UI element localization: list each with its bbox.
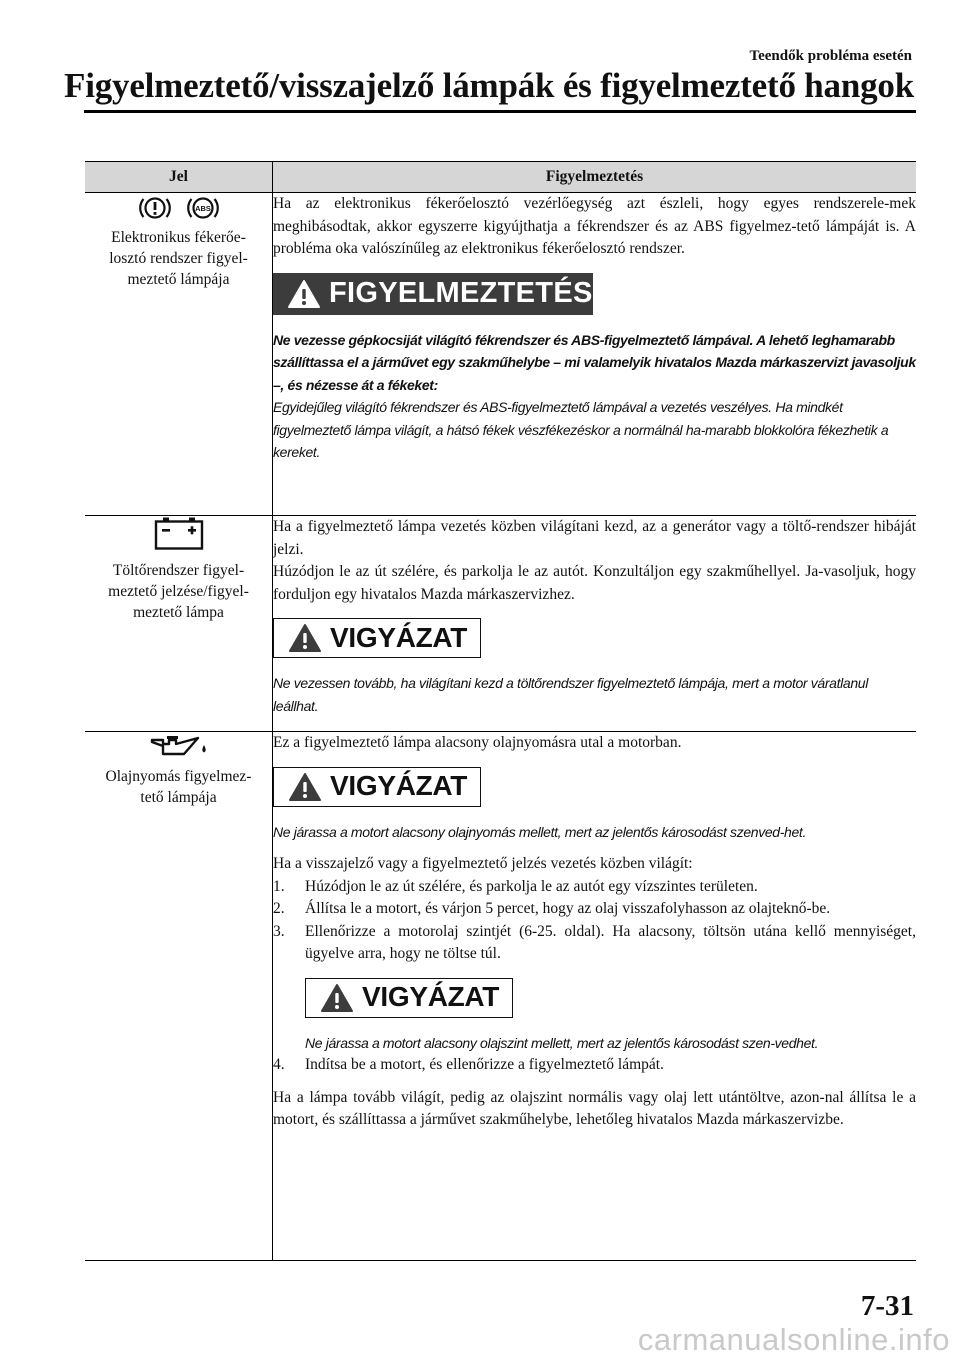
warning-triangle-icon [287, 279, 321, 309]
list-item: 2. Állítsa le a motort, és várjon 5 percet, hogy az olaj visszafolyhasson az olajteknő-be. [273, 900, 831, 917]
warning-lamp-table [85, 161, 916, 1261]
steps-lead: Ha a visszajelző vagy a figyelmeztető jelzés vezetés közben világít: [273, 855, 693, 872]
warning-cell [273, 516, 917, 732]
step-caution [273, 966, 916, 1055]
table-row [85, 516, 916, 732]
caution-banner [273, 618, 481, 658]
steps-list [273, 876, 916, 966]
warning-intro-2: Húzódjon le az út szélére, és parkolja le az autót. Konzultáljon egy szakműhellyel. Ja-vasoljuk, hogy forduljon egy hivatalos Mazda márkaszervizhez. [273, 563, 916, 603]
warning-triangle-icon [320, 983, 354, 1013]
list-item: 1. Húzódjon le az út szélére, és parkolja le az autót egy vízszintes területen. [273, 877, 758, 895]
brake-warning-icon [138, 193, 172, 223]
caution-notice: Ne járassa a motort alacsony olajszint mellett, mert az jelentős károsodást szen-vedhet. [305, 1034, 819, 1051]
warning-cell [273, 193, 917, 516]
warning-notice: Egyidejűleg világító fékrendszer és ABS-figyelmeztető lámpával a vezetés veszélyes. Ha mindkét figyelmeztető lámpa világít, a hátsó fékek vészfékezéskor a normálnál ha-marabb blokkolóra fékezhetik a kereket. [273, 399, 889, 460]
banner-text: VIGYÁZAT [330, 621, 468, 653]
caution-banner [305, 978, 513, 1018]
abs-icon-text: ABS [194, 204, 211, 213]
banner-text: FIGYELMEZTETÉS [329, 277, 593, 310]
page-title: Figyelmeztető/visszajelző lámpák és figyelmeztető hangok [64, 66, 914, 105]
warning-intro: Ha az elektronikus fékerőelosztó vezérlőegység azt észleli, hogy egyes rendszerele-mek meghibásodtak, akkor egyszerre kigyújthatja a fékrendszer és az ABS figyelmez-tető lámpáját is. A probléma oka valószínűleg az elektronikus fékerőelosztó rendszer. [273, 195, 916, 257]
closing-text: Ha a lámpa tovább világít, pedig az olajszint normális vagy olaj lett utántöltve, azon-nal állítsa le a motort, és szállíttassa a járművet szakműhelybe, lehetőleg hivatalos Mazda márkaszervizbe. [273, 1088, 916, 1128]
warning-intro: Ez a figyelmeztető lámpa alacsony olajnyomásra utal a motorban. [273, 734, 682, 751]
table-row [85, 193, 916, 516]
warning-intro: Ha a figyelmeztető lámpa vezetés közben világítani kezd, az a generátor vagy a töltő-rendszer hibáját jelzi. [273, 518, 916, 558]
symbol-cell [85, 732, 273, 1261]
banner-text: VIGYÁZAT [330, 770, 468, 802]
symbol-label: Töltőrendszer figyel- meztető jelzése/figyel- meztető lámpa [108, 562, 249, 621]
warning-cell [273, 732, 917, 1261]
title-rule [84, 110, 916, 113]
symbol-label: Olajnyomás figyelmez- tető lámpája [105, 768, 252, 806]
caution-banner [273, 767, 481, 807]
steps-list [273, 1054, 916, 1077]
abs-warning-icon [186, 193, 220, 223]
symbol-cell [85, 516, 273, 732]
banner-text: VIGYÁZAT [362, 981, 500, 1013]
symbol-label: Elektronikus fékerőe- losztó rendszer figyel- meztető lámpája [109, 229, 248, 288]
caution-notice: Ne vezessen tovább, ha világítani kezd a töltőrendszer figyelmeztető lámpája, mert a motor váratlanul leállhat. [273, 675, 868, 714]
section-label: Teendők probléma esetén [749, 48, 912, 64]
watermark: carmanualsonline.info [637, 1322, 950, 1357]
symbol-cell [85, 193, 273, 516]
list-item: 4. Indítsa be a motort, és ellenőrizze a figyelmeztető lámpát. [273, 1056, 664, 1073]
table-header-row [85, 162, 916, 193]
caution-notice: Ne járassa a motort alacsony olajnyomás mellett, mert az jelentős károsodást szenved-het. [273, 823, 807, 840]
warning-triangle-icon [288, 623, 322, 653]
oil-can-icon [149, 732, 209, 758]
warning-triangle-icon [288, 772, 322, 802]
warning-notice-bold: Ne vezesse gépkocsiját világító fékrendszer és ABS-figyelmeztető lámpával. A lehető leghamarabb szállíttassa el a járművet egy szakműhelybe – mi valamelyik hivatalos Mazda márkaszervizt javasoljuk –, és nézesse át a fékeket: [273, 331, 916, 393]
header-symbol: Jel [85, 162, 273, 193]
table-row [85, 732, 916, 1261]
battery-icon [154, 516, 204, 550]
header-warning: Figyelmeztetés [273, 162, 917, 193]
list-item: 3. Ellenőrizze a motorolaj szintjét (6-25. oldal). Ha alacsony, töltsön utána kellő mennyiséget, ügyelve arra, hogy ne töltse túl. [273, 922, 916, 962]
warning-banner [273, 273, 593, 315]
page-number: 7-31 [860, 1290, 914, 1322]
